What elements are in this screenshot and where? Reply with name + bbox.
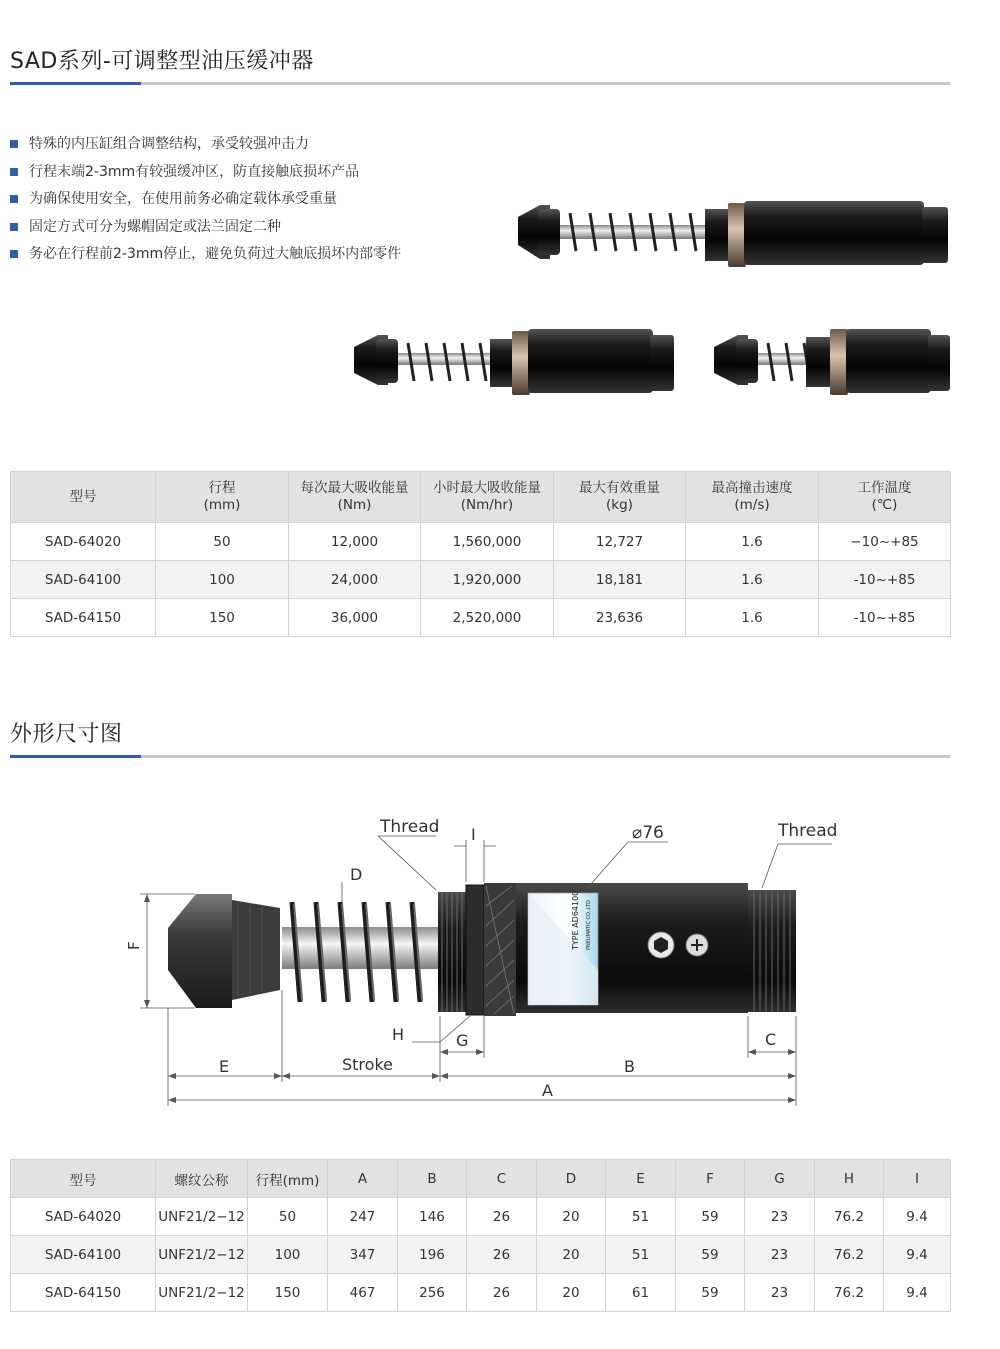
column-header: 最高撞击速度 (m/s) <box>686 472 819 523</box>
dimension-table <box>10 1159 951 1312</box>
feature-list <box>10 133 401 271</box>
table-cell: 150 <box>248 1274 328 1312</box>
dimension-diagram <box>0 790 1000 1120</box>
table-cell: 23 <box>745 1274 815 1312</box>
list-item: 务必在行程前2-3mm停止，避免负荷过大触底损坏内部零件 <box>10 243 401 271</box>
table-cell: 26 <box>467 1198 537 1236</box>
table-cell: 36,000 <box>289 599 421 637</box>
column-header: 型号 <box>11 1160 156 1198</box>
table-cell: 2,520,000 <box>421 599 554 637</box>
section-title: 外形尺寸图 <box>10 722 123 747</box>
table-cell: 12,727 <box>554 523 686 561</box>
shock-absorber-photo-medium <box>350 325 680 400</box>
table-cell: 50 <box>156 523 289 561</box>
table-row <box>11 1274 951 1312</box>
table-cell: 1.6 <box>686 523 819 561</box>
list-item: 行程末端2-3mm有较强缓冲区，防直接触底损坏产品 <box>10 161 401 189</box>
table-cell: 61 <box>606 1274 676 1312</box>
square-bullet-icon <box>10 195 18 203</box>
table-cell: 59 <box>676 1198 745 1236</box>
column-header: 工作温度 (℃) <box>819 472 951 523</box>
dim-label-f: F <box>125 941 143 950</box>
column-header: F <box>676 1160 745 1198</box>
column-header: 小时最大吸收能量 (Nm/hr) <box>421 472 554 523</box>
thread-label-right: Thread <box>778 821 838 841</box>
column-header: 螺纹公称 <box>156 1160 248 1198</box>
table-cell: UNF21/2−12 <box>156 1236 248 1274</box>
dim-label-c: C <box>765 1030 777 1049</box>
table-cell: SAD-64020 <box>11 523 156 561</box>
column-header: 行程 (mm) <box>156 472 289 523</box>
dim-label-d: D <box>350 865 363 884</box>
column-header: I <box>884 1160 951 1198</box>
table-cell: 100 <box>156 561 289 599</box>
section-divider <box>10 755 950 758</box>
table-cell: 247 <box>328 1198 398 1236</box>
column-header: 行程(mm) <box>248 1160 328 1198</box>
bumper-cap <box>168 894 232 1008</box>
square-bullet-icon <box>10 168 18 176</box>
dim-label-stroke: Stroke <box>342 1055 393 1074</box>
section-title: SAD系列-可调整型油压缓冲器 <box>10 49 314 74</box>
table-cell: SAD-64150 <box>11 599 156 637</box>
shock-absorber-photo-short <box>710 325 955 400</box>
table-cell: 20 <box>537 1198 606 1236</box>
column-header: 型号 <box>11 472 156 523</box>
square-bullet-icon <box>10 223 18 231</box>
table-cell: 76.2 <box>815 1236 884 1274</box>
table-cell: 26 <box>467 1236 537 1274</box>
section-divider <box>10 82 950 85</box>
table-cell: 51 <box>606 1236 676 1274</box>
table-cell: 1,920,000 <box>421 561 554 599</box>
table-cell: -10~+85 <box>819 561 951 599</box>
dim-label-a: A <box>542 1081 553 1100</box>
table-cell: 12,000 <box>289 523 421 561</box>
dim-label-g: G <box>456 1031 469 1050</box>
table-row <box>11 599 951 637</box>
table-cell: 100 <box>248 1236 328 1274</box>
dim-label-b: B <box>624 1057 635 1076</box>
table-cell: 20 <box>537 1274 606 1312</box>
thread-label-left: Thread <box>380 817 440 837</box>
dim-label-e: E <box>219 1057 230 1076</box>
table-row <box>11 561 951 599</box>
table-cell: 196 <box>398 1236 467 1274</box>
table-cell: 20 <box>537 1236 606 1274</box>
table-cell: 24,000 <box>289 561 421 599</box>
table-cell: 9.4 <box>884 1236 951 1274</box>
column-header: E <box>606 1160 676 1198</box>
table-cell: 59 <box>676 1274 745 1312</box>
table-cell: 150 <box>156 599 289 637</box>
column-header: A <box>328 1160 398 1198</box>
table-cell: UNF21/2−12 <box>156 1274 248 1312</box>
column-header: H <box>815 1160 884 1198</box>
table-header-row <box>11 472 951 523</box>
table-cell: -10~+85 <box>819 599 951 637</box>
table-cell: 9.4 <box>884 1198 951 1236</box>
table-cell: 467 <box>328 1274 398 1312</box>
table-cell: 9.4 <box>884 1274 951 1312</box>
table-cell: 146 <box>398 1198 467 1236</box>
table-row <box>11 1236 951 1274</box>
dim-label-h: H <box>392 1025 405 1044</box>
dim-label-diameter: ⌀76 <box>632 823 664 843</box>
table-cell: 347 <box>328 1236 398 1274</box>
maker-label: PNEUMATIC CO.,LTD <box>586 900 592 950</box>
shock-absorber-photo-long <box>510 195 950 275</box>
table-cell: 26 <box>467 1274 537 1312</box>
table-cell: SAD-64100 <box>11 561 156 599</box>
column-header: 最大有效重量 (kg) <box>554 472 686 523</box>
table-cell: SAD-64100 <box>11 1236 156 1274</box>
table-cell: 59 <box>676 1236 745 1274</box>
table-cell: 256 <box>398 1274 467 1312</box>
column-header: B <box>398 1160 467 1198</box>
table-cell: 1.6 <box>686 561 819 599</box>
model-label: TYPE AD64100 <box>571 890 580 950</box>
table-cell: SAD-64020 <box>11 1198 156 1236</box>
spec-table <box>10 471 951 637</box>
column-header: D <box>537 1160 606 1198</box>
table-cell: 1,560,000 <box>421 523 554 561</box>
table-header-row <box>11 1160 951 1198</box>
table-row <box>11 1198 951 1236</box>
table-cell: 76.2 <box>815 1198 884 1236</box>
table-cell: 23 <box>745 1198 815 1236</box>
table-cell: 23 <box>745 1236 815 1274</box>
lock-nut <box>466 885 484 1015</box>
table-cell: 1.6 <box>686 599 819 637</box>
square-bullet-icon <box>10 250 18 258</box>
list-item: 特殊的内压缸组合调整结构，承受较强冲击力 <box>10 133 401 161</box>
table-row <box>11 523 951 561</box>
table-cell: 51 <box>606 1198 676 1236</box>
dim-label-i: I <box>471 825 476 844</box>
table-cell: 18,181 <box>554 561 686 599</box>
list-item: 为确保使用安全，在使用前务必确定载体承受重量 <box>10 188 401 216</box>
table-cell: 23,636 <box>554 599 686 637</box>
column-header: G <box>745 1160 815 1198</box>
list-item: 固定方式可分为螺帽固定或法兰固定二种 <box>10 216 401 244</box>
table-cell: 76.2 <box>815 1274 884 1312</box>
column-header: 每次最大吸收能量 (Nm) <box>289 472 421 523</box>
table-cell: UNF21/2−12 <box>156 1198 248 1236</box>
table-cell: SAD-64150 <box>11 1274 156 1312</box>
square-bullet-icon <box>10 140 18 148</box>
column-header: C <box>467 1160 537 1198</box>
table-cell: −10~+85 <box>819 523 951 561</box>
table-cell: 50 <box>248 1198 328 1236</box>
